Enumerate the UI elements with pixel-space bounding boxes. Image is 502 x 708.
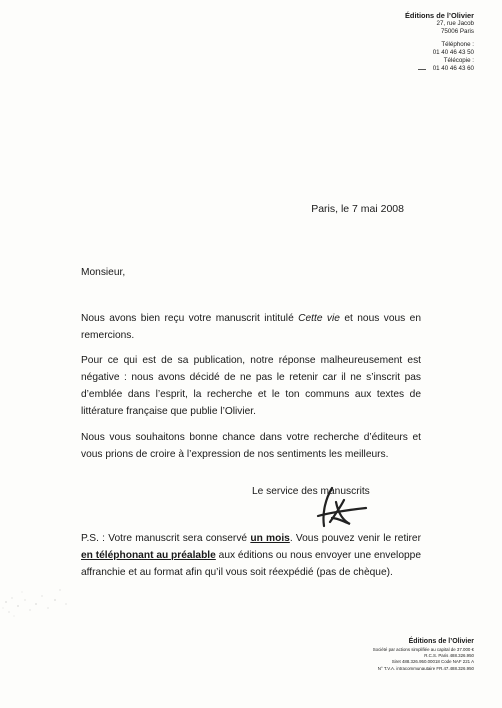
footer-line-2: R.C.S. Paris 488.326.950 <box>424 653 474 659</box>
letterhead-fax: 01 40 46 43 60 <box>432 65 474 72</box>
paragraph-3: Nous vous souhaitons bonne chance dans votre recherche d’éditeurs et vous prions de croire à l’expression de nos sentiments les meilleurs. <box>81 432 421 460</box>
paragraph-1 <box>81 310 421 344</box>
scan-mark <box>418 69 426 70</box>
paragraph-2: Pour ce qui est de sa publication, notre réponse malheureusement est négative : nous avons décidé de ne pas le retenir car il ne s’inscrit pas d’emblée dans l’esprit, la recherche et le ton communs aux textes de littérature française que publie l’Olivier. <box>81 355 421 417</box>
handwritten-signature <box>310 482 370 530</box>
salutation: Monsieur, <box>81 267 126 278</box>
postscript-part-3: aux éditions ou nous envoyer une enveloppe affranchie et au format afin qu’il vous soit réexpédié (pas de chèque). <box>81 550 421 578</box>
footer <box>373 637 474 672</box>
footer-line-4: N° T.V.A. intracommunautaire FR.47.488.326.950 <box>377 665 474 671</box>
footer-line-1: Société par actions simplifiée au capital de 37.000 € <box>372 647 474 652</box>
letterhead <box>405 12 474 73</box>
letterhead-city: 75006 Paris <box>440 28 474 35</box>
letterhead-phone: 01 40 46 43 50 <box>432 49 474 56</box>
letterhead-street: 27, rue Jacob <box>436 20 474 27</box>
manuscript-title: Cette vie <box>298 313 340 324</box>
letterhead-publisher: Éditions de l’Olivier <box>405 11 474 20</box>
scan-noise <box>0 560 80 620</box>
letter-date: Paris, le 7 mai 2008 <box>311 203 404 215</box>
postscript-emphasis-2: en téléphonant au préalable <box>81 550 216 561</box>
paragraph-1-end: et nous vous en remercions. <box>81 313 421 341</box>
signature-line: Le service des manuscrits <box>252 486 370 497</box>
letterhead-fax-label: Télécopie : <box>443 57 474 64</box>
paragraph-1-start: Nous avons bien reçu votre manuscrit intitulé <box>81 313 299 324</box>
postscript-emphasis-1: un mois <box>250 533 290 544</box>
postscript <box>81 530 421 581</box>
postscript-part-2: . Vous pouvez venir le retirer <box>289 533 421 544</box>
postscript-part-1: P.S. : Votre manuscrit sera conservé <box>81 533 251 544</box>
footer-line-3: Siret 488.326.950.00018 Code NAF 221 A <box>391 659 474 665</box>
footer-publisher: Éditions de l’Olivier <box>408 638 474 645</box>
letterhead-phone-label: Téléphone : <box>441 41 474 48</box>
